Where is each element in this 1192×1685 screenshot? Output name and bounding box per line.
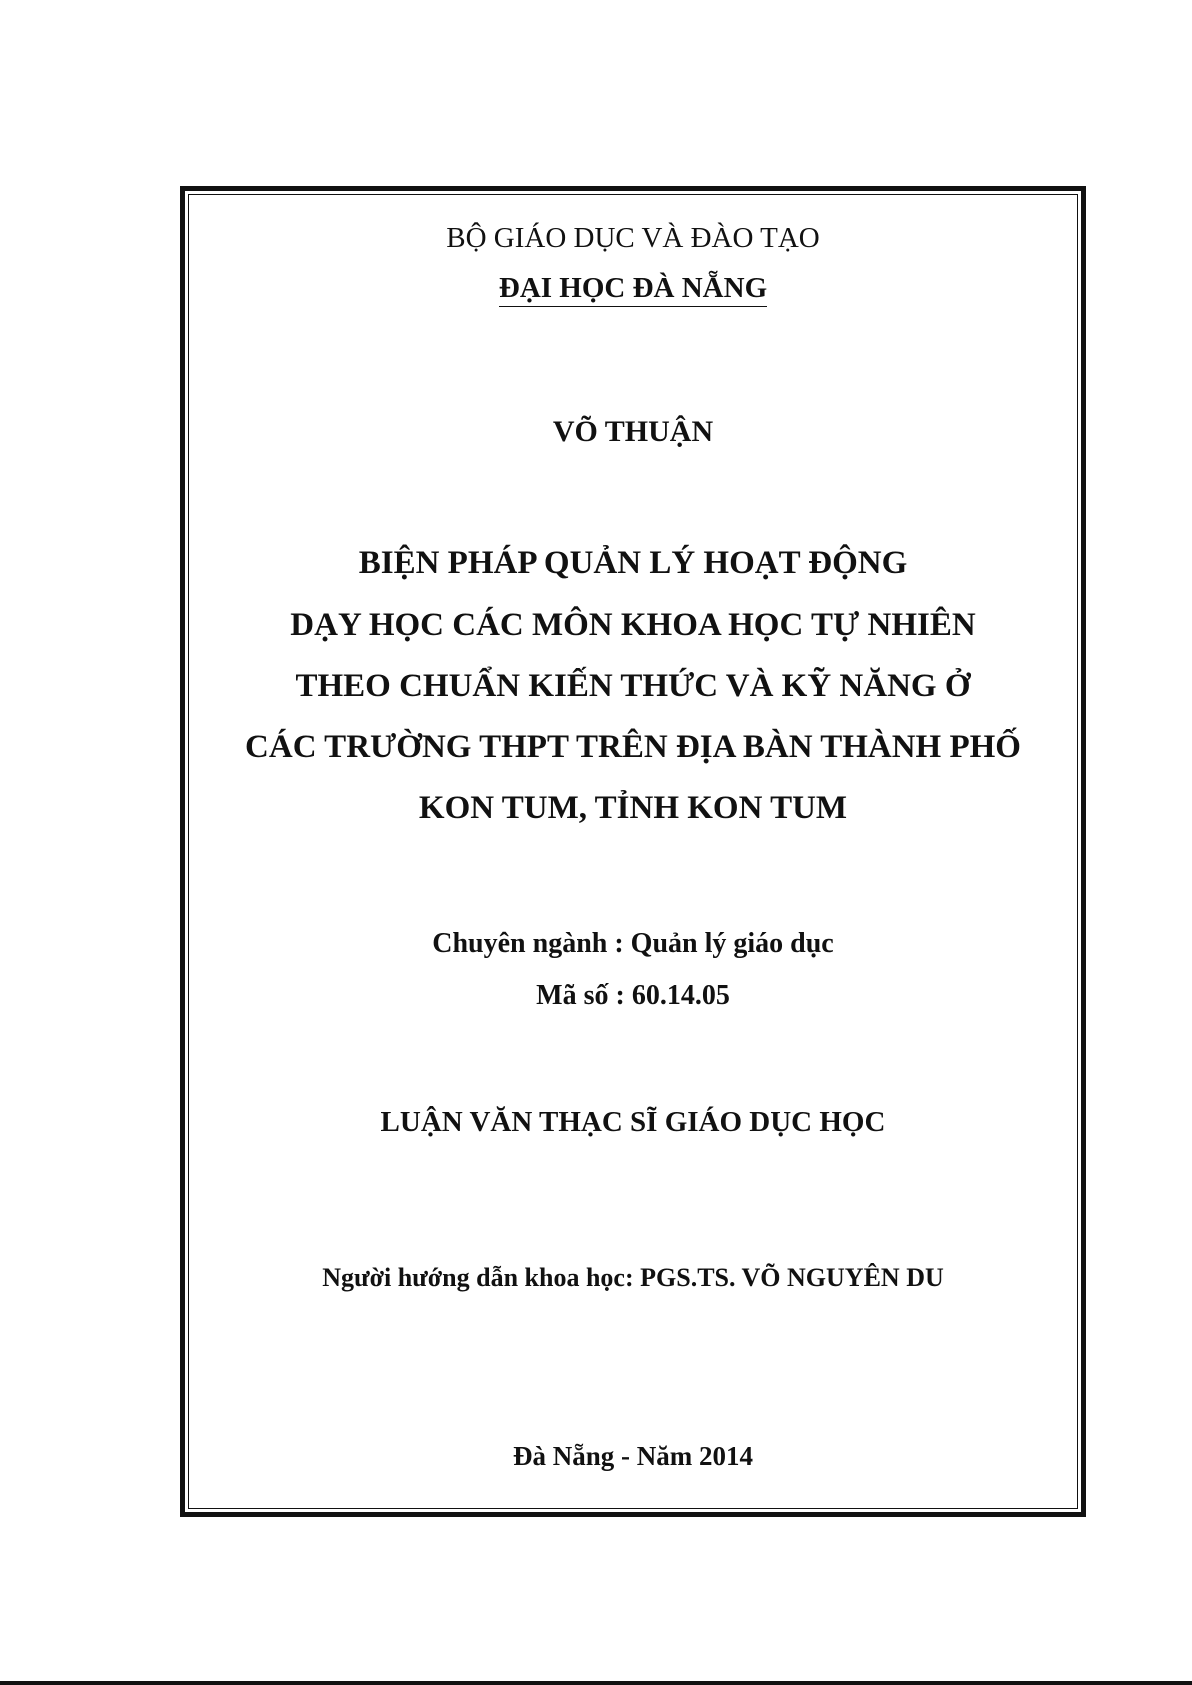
thesis-title-line: DẠY HỌC CÁC MÔN KHOA HỌC TỰ NHIÊN <box>290 607 976 643</box>
degree-title: LUẬN VĂN THẠC SĨ GIÁO DỤC HỌC <box>380 1106 886 1138</box>
thesis-title-line: BIỆN PHÁP QUẢN LÝ HOẠT ĐỘNG <box>358 545 908 581</box>
supervisor: Người hướng dẫn khoa học: PGS.TS. VÕ NGUYÊN DU <box>322 1263 944 1292</box>
thesis-title-line: KON TUM, TỈNH KON TUM <box>418 790 848 826</box>
university-name: ĐẠI HỌC ĐÀ NẴNG <box>499 274 767 307</box>
university-heading <box>188 274 1078 307</box>
place-and-year: Đà Nẵng - Năm 2014 <box>513 1441 753 1471</box>
specialization: Chuyên ngành : Quản lý giáo dục <box>432 928 834 959</box>
thesis-title-line: CÁC TRƯỜNG THPT TRÊN ĐỊA BÀN THÀNH PHỐ <box>245 729 1021 765</box>
thesis-title-line: THEO CHUẨN KIẾN THỨC VÀ KỸ NĂNG Ở <box>295 668 971 704</box>
page-bottom-edge <box>0 1681 1192 1685</box>
specialization-code: Mã số : 60.14.05 <box>536 980 730 1011</box>
ministry-heading: BỘ GIÁO DỤC VÀ ĐÀO TẠO <box>446 222 820 254</box>
author-name: VÕ THUẬN <box>552 415 714 448</box>
cover-inner-border <box>188 194 1078 1509</box>
